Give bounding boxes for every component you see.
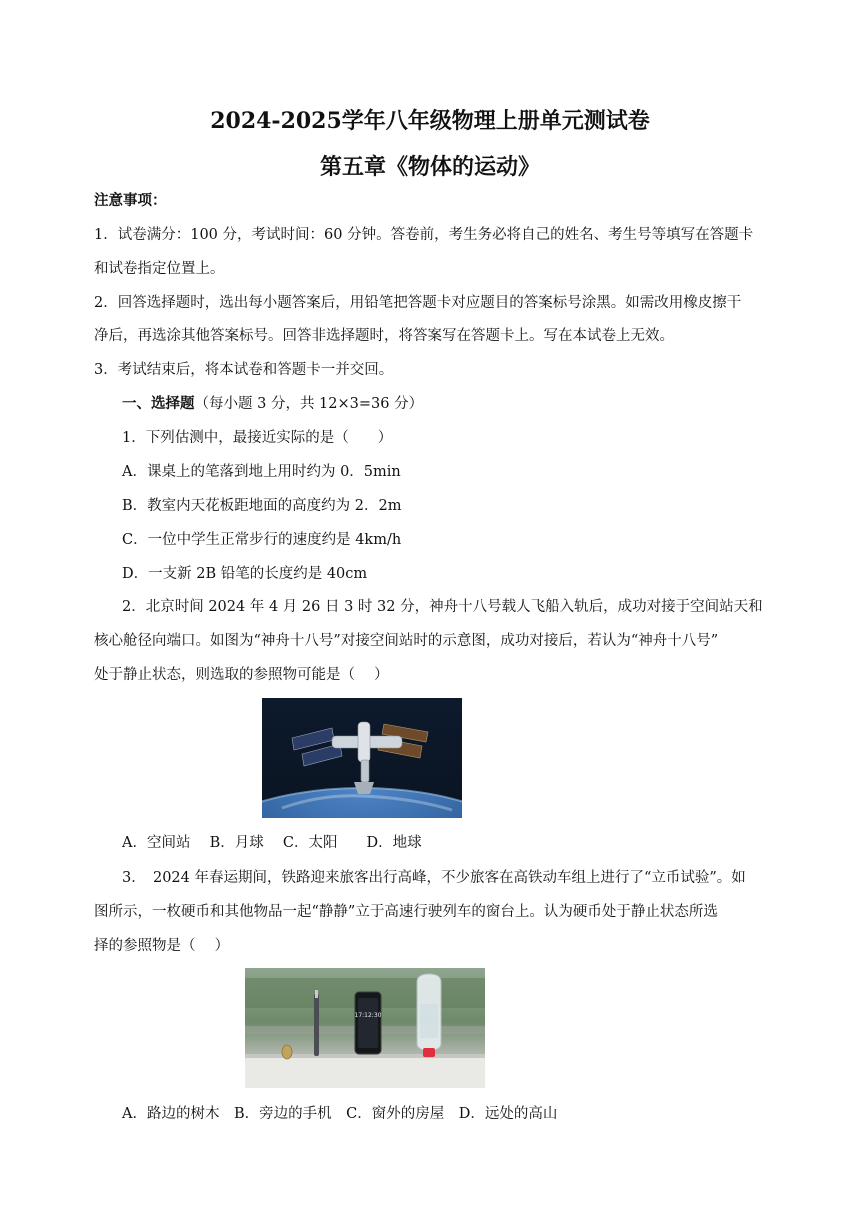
q3-options: A．路边的树木 B．旁边的手机 C．窗外的房屋 D．远处的高山 <box>122 1106 558 1122</box>
phone-clock: 17:12:30 <box>354 1012 382 1019</box>
train-window-image <box>245 968 485 1088</box>
section-heading <box>122 395 423 413</box>
notice-item-3: 3．考试结束后，将本试卷和答题卡一并交回。 <box>94 362 394 378</box>
section-title: 一、选择题 <box>122 395 195 412</box>
notice-item-2a: 2．回答选择题时，选出每小题答案后，用铅笔把答题卡对应题目的答案标号涂黑。如需改用橡皮擦干 <box>94 295 742 311</box>
q3-stem-line3: 择的参照物是（ ） <box>94 938 230 954</box>
q1-option-b: B．教室内天花板距地面的高度约为 2．2m <box>122 498 402 514</box>
q2-stem-line1: 2．北京时间 2024 年 4 月 26 日 3 时 32 分，神舟十八号载人飞船入轨后，成功对接于空间站天和 <box>122 599 763 615</box>
q2-stem-line3: 处于静止状态，则选取的参照物可能是（ ） <box>94 667 389 683</box>
exam-title: 2024-2025学年八年级物理上册单元测试卷 <box>210 108 650 134</box>
notice-item-2b: 净后，再选涂其他答案标号。回答非选择题时，将答案写在答题卡上。写在本试卷上无效。 <box>94 328 674 344</box>
q1-option-d: D．一支新 2B 铅笔的长度约是 40cm <box>122 566 368 582</box>
notice-heading: 注意事项： <box>94 192 167 209</box>
notice-item-1b: 和试卷指定位置上。 <box>94 261 225 277</box>
space-station-image <box>262 698 462 818</box>
q3-stem-line1: 3． 2024 年春运期间，铁路迎来旅客出行高峰，不少旅客在高铁动车组上进行了“立币试验”。如 <box>122 870 746 886</box>
notice-item-1a: 1．试卷满分：100 分，考试时间：60 分钟。答卷前，考生务必将自己的姓名、考生号等填写在答题卡 <box>94 227 754 243</box>
q3-stem-line2: 图所示，一枚硬币和其他物品一起“静静”立于高速行驶列车的窗台上。认为硬币处于静止状态所选 <box>94 904 718 920</box>
q1-option-a: A．课桌上的笔落到地上用时约为 0．5min <box>122 464 401 480</box>
q2-options: A．空间站 B．月球 C．太阳 D．地球 <box>122 835 422 851</box>
chapter-title: 第五章《物体的运动》 <box>319 154 540 180</box>
q1-stem: 1．下列估测中，最接近实际的是（ ） <box>122 430 393 446</box>
section-note: （每小题 3 分，共 12×3=36 分） <box>194 396 424 412</box>
q1-option-c: C．一位中学生正常步行的速度约是 4km/h <box>122 532 402 548</box>
q2-stem-line2: 核心舱径向端口。如图为“神舟十八号”对接空间站时的示意图，成功对接后，若认为“神舟十八号” <box>94 633 719 649</box>
